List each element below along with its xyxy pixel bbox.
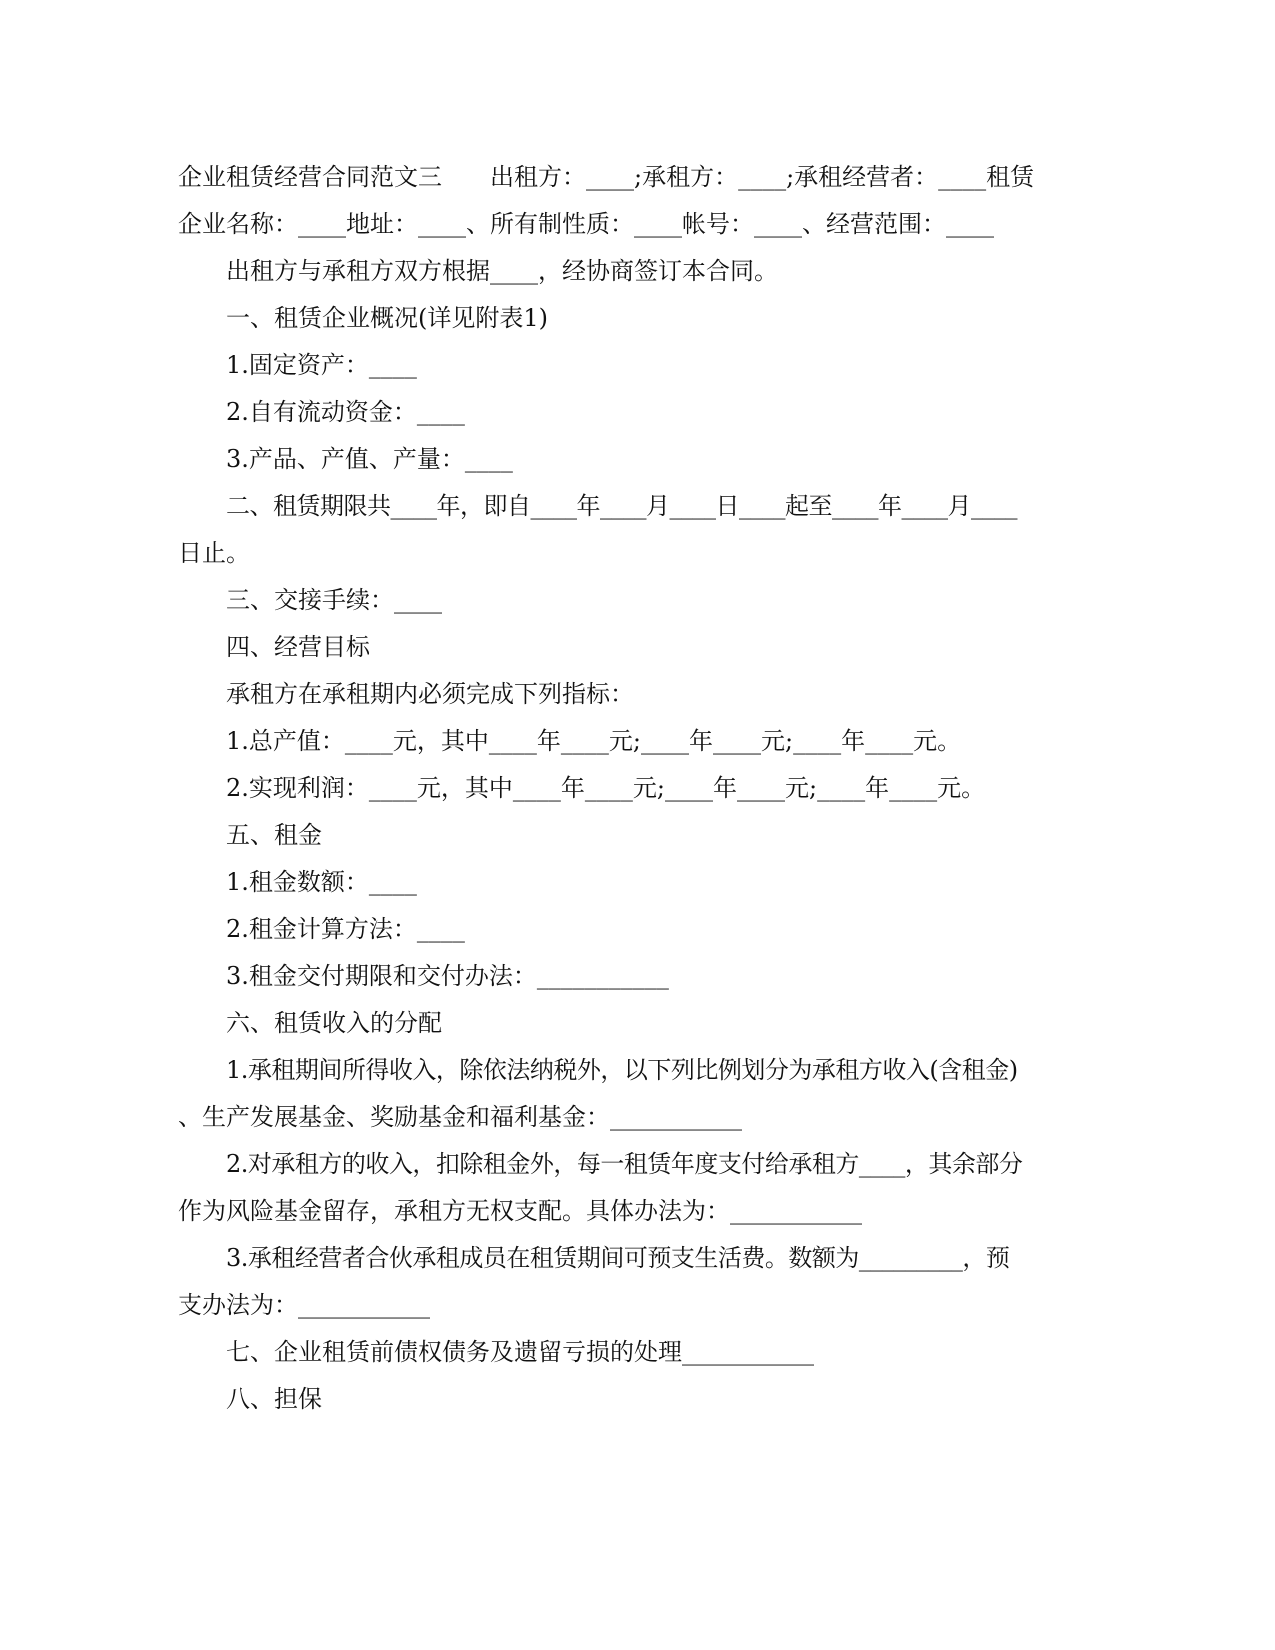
clause-item: 2.实现利润：____元，其中____年____元;____年____元;____年____元。	[226, 774, 986, 802]
section-heading: 六、租赁收入的分配	[226, 1009, 442, 1037]
paragraph-continuation: 支办法为：___________	[178, 1291, 430, 1319]
paragraph-continuation: 日止。	[178, 539, 250, 567]
section-heading: 八、担保	[226, 1385, 322, 1413]
clause-item: 3.承租经营者合伙承租成员在租赁期间可预支生活费。数额为_________，预	[226, 1244, 1010, 1272]
section-heading: 四、经营目标	[226, 633, 370, 661]
clause-item: 1.固定资产：____	[226, 351, 417, 379]
paragraph-text: 承租方在承租期内必须完成下列指标：	[226, 680, 634, 708]
paragraph-continuation: 、生产发展基金、奖励基金和福利基金：___________	[178, 1103, 742, 1131]
clause-item: 2.对承租方的收入，扣除租金外，每一租赁年度支付给承租方____，其余部分	[226, 1150, 1023, 1178]
contract-title-line: 企业租赁经营合同范文三 出租方：____;承租方：____;承租经营者：____租赁	[178, 163, 1035, 191]
clause-item: 2.租金计算方法：____	[226, 915, 465, 943]
clause-item: 2.自有流动资金：____	[226, 398, 465, 426]
paragraph-continuation: 作为风险基金留存，承租方无权支配。具体办法为：___________	[178, 1197, 862, 1225]
document-page	[178, 154, 1038, 1423]
section-heading: 二、租赁期限共____年，即自____年____月____日____起至____年____月____	[226, 492, 1017, 520]
clause-item: 1.承租期间所得收入，除依法纳税外，以下列比例划分为承租方收入(含租金)	[226, 1056, 1018, 1084]
section-heading: 五、租金	[226, 821, 322, 849]
clause-item: 1.租金数额：____	[226, 868, 417, 896]
preamble-line: 出租方与承租方双方根据____，经协商签订本合同。	[226, 257, 778, 285]
clause-item: 3.租金交付期限和交付办法：___________	[226, 962, 669, 990]
section-heading: 七、企业租赁前债权债务及遗留亏损的处理___________	[226, 1338, 814, 1366]
clause-item: 1.总产值：____元，其中____年____元;____年____元;____年____元。	[226, 727, 962, 755]
section-heading: 一、租赁企业概况(详见附表1)	[226, 304, 548, 332]
enterprise-info-line: 企业名称：____地址：____、所有制性质：____帐号：____、经营范围：____	[178, 210, 994, 238]
clause-item: 3.产品、产值、产量：____	[226, 445, 513, 473]
section-heading: 三、交接手续：____	[226, 586, 442, 614]
